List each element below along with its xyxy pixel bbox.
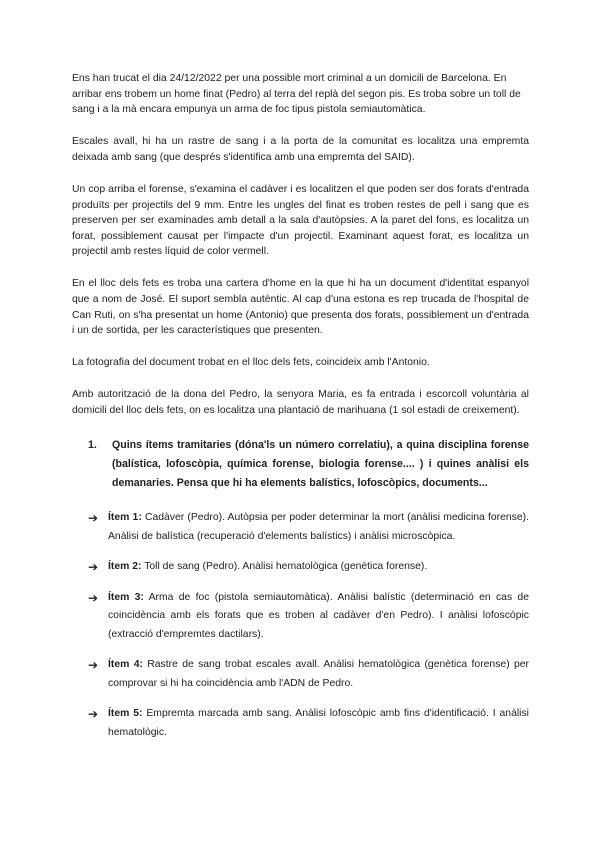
arrow-right-icon: ➔: [88, 590, 99, 605]
paragraph-forensic-exam: Un cop arriba el forense, s'examina el cadàver i es localitzen el que poden ser dos forats d'entrada produïts per projectils del 9 mm. Entre les ungles del finat es troben restes de pell i sang que es preserven per ser examinades amb detall a la sala d'autòpsies. A la paret del fons, es localitza un forat, possiblement causat per l'impacte d'un projectil. Examinant aquest forat, es localitza un projectil amb restes líquid de color vermell.: [72, 183, 529, 258]
list-item: [88, 589, 529, 645]
paragraph-photo-match: La fotografia del document trobat en el lloc dels fets, coincideix amb l'Antonio.: [72, 357, 430, 369]
paragraph-incident: Ens han trucat el dia 24/12/2022 per una possible mort criminal a un domicili de Barcelona. En arribar ens trobem un home finat (Pedro) al terra del replà del segon pis. Es troba sobre un toll de sang i a la mà encara empunya un arma de foc tipus pistola semiautomàtica.: [72, 73, 521, 116]
item-text: Empremta marcada amb sang. Anàlisi lofoscòpic amb fins d'identificació. I anàlisi hematològic.: [108, 708, 529, 738]
list-item: [88, 656, 529, 693]
item-label: Ítem 2:: [108, 561, 142, 573]
item-label: Ítem 4:: [108, 659, 143, 671]
list-item: [88, 509, 529, 546]
item-label: Ítem 1:: [108, 512, 142, 524]
paragraph-wallet: En el lloc dels fets es troba una cartera d'home en la que hi ha un document d'identitat espanyol que a nom de José. El suport sembla autèntic. Al cap d'una estona es rep trucada de l'hospital de Can Ruti, on s'ha presentat un home (Antonio) que presenta dos forats, possiblement un d'entrada i un de sortida, per les característiques que presenten.: [72, 278, 529, 337]
arrow-right-icon: ➔: [88, 658, 99, 673]
arrow-right-icon: ➔: [88, 511, 99, 526]
item-text: Rastre de sang trobat escales avall. Anàlisi hematològica (genètica forense) per comprovar si hi ha coincidència amb l'ADN de Pedro.: [108, 659, 529, 689]
question-1: [72, 436, 529, 494]
question-text: Quins ítems tramitaries (dóna'ls un número correlatiu), a quina disciplina forense (balística, lofoscòpia, química forense, biologia forense.... ) i quines anàlisi els demanaries. Pensa que hi ha elements balístics, lofoscòpics, documents...: [112, 438, 529, 489]
paragraph-search: Amb autorització de la dona del Pedro, la senyora Maria, es fa entrada i escorcoll voluntària al domicili del lloc dels fets, on es localitza una plantació de marihuana (1 sol estadi de creixement).: [72, 389, 529, 416]
item-text: Toll de sang (Pedro). Anàlisi hematològica (genètica forense).: [144, 561, 428, 573]
arrow-right-icon: ➔: [88, 707, 99, 722]
question-number: 1.: [88, 438, 97, 451]
item-text: Cadàver (Pedro). Autòpsia per poder determinar la mort (anàlisi medicina forense). Anàlisi de balística (recuperació d'elements balístics) i anàlisi microscòpica.: [108, 512, 530, 542]
document-page: [72, 71, 529, 754]
list-item: [88, 558, 529, 577]
item-text: Arma de foc (pistola semiautomàtica). Anàlisi balístic (determinació en cas de coincidència amb els forats que es troben al cadàver d'en Pedro). I anàlisi lofoscòpic (extracció d'empremtes dactilars).: [108, 591, 529, 640]
answer-items-list: [72, 509, 529, 742]
list-item: [88, 705, 529, 742]
item-label: Ítem 5:: [108, 708, 143, 720]
arrow-right-icon: ➔: [88, 560, 99, 575]
item-label: Ítem 3:: [108, 591, 144, 603]
paragraph-blood-trail: Escales avall, hi ha un rastre de sang i a la porta de la comunitat es localitza una empremta deixada amb sang (que després s'identifica amb una empremta del SAID).: [72, 136, 529, 163]
